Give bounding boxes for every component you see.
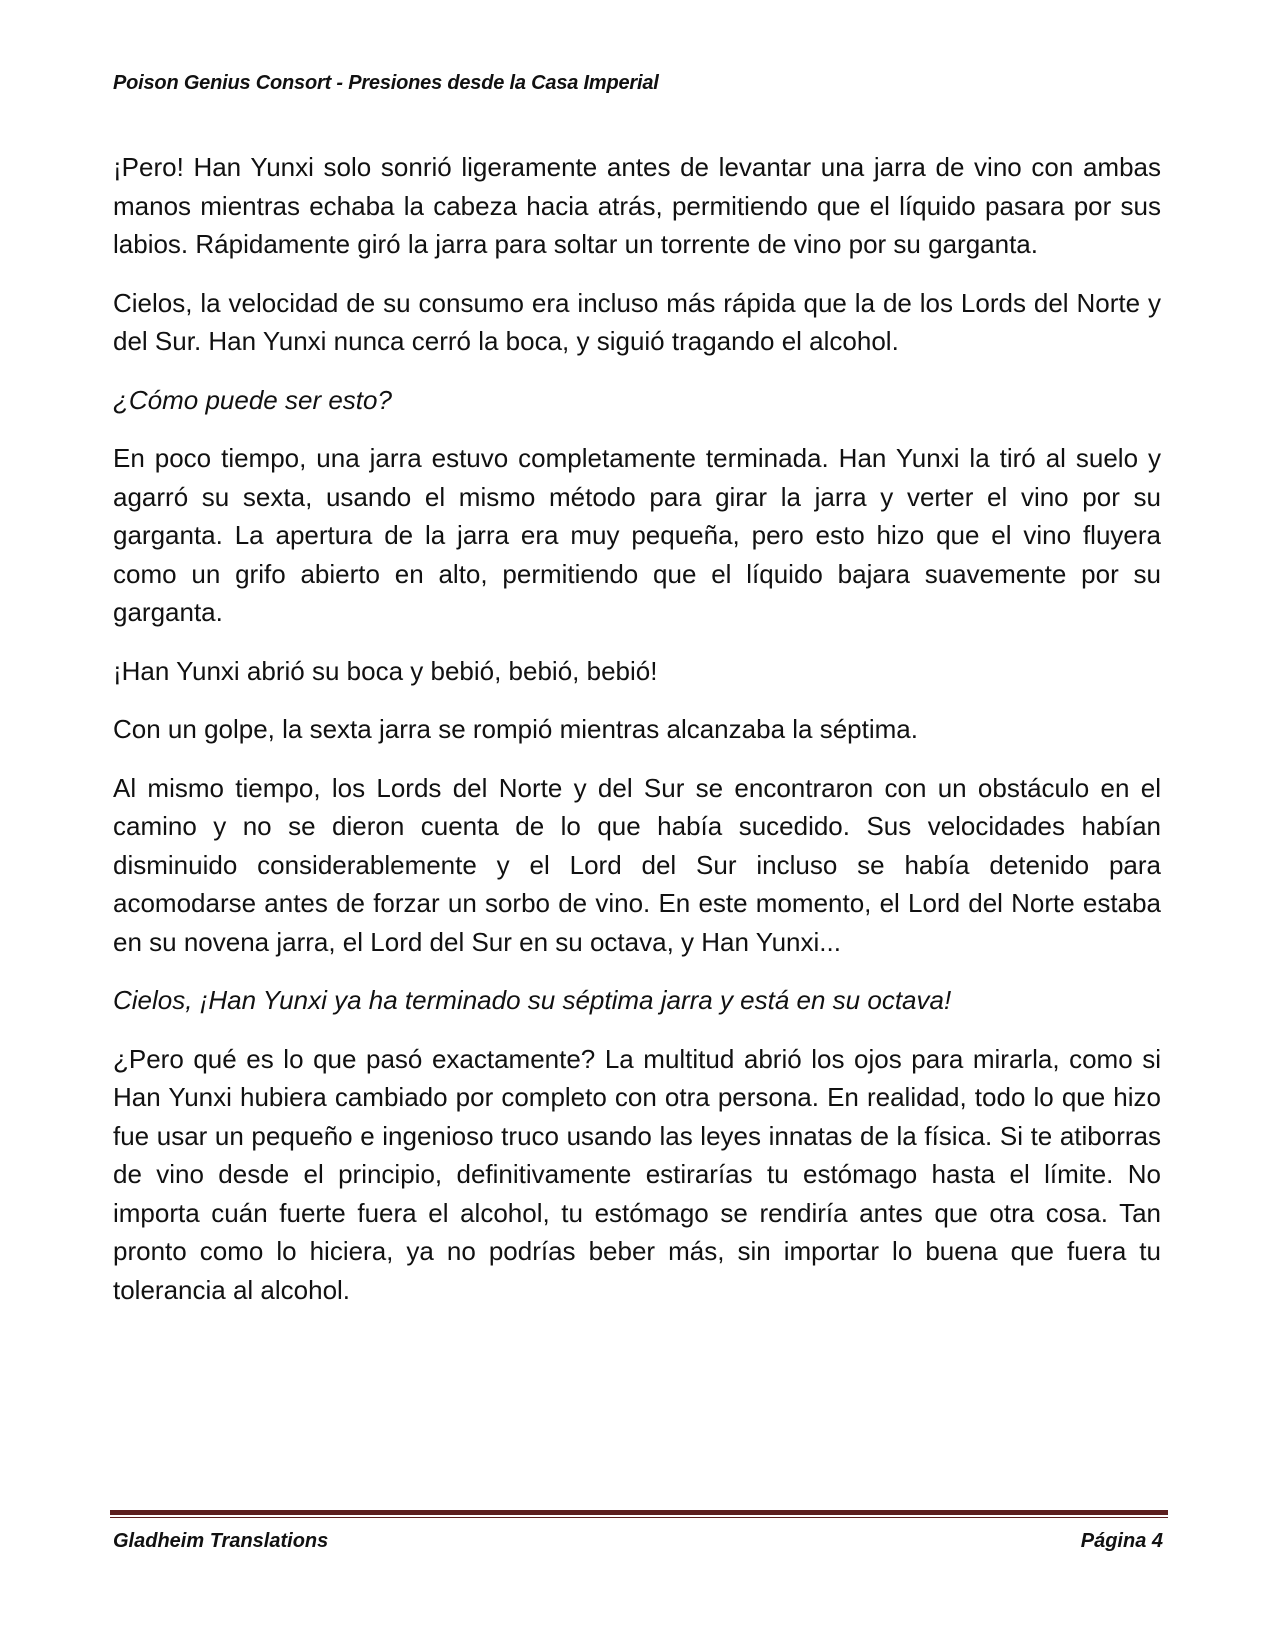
paragraph-5: ¡Han Yunxi abrió su boca y bebió, bebió, bebió!	[113, 655, 658, 686]
footer-page-number: Página 4	[1080, 1530, 1163, 1552]
footer-translator-credit: Gladheim Translations	[113, 1530, 329, 1552]
paragraph-2: Cielos, la velocidad de su consumo era incluso más rápida que la de los Lords del Norte y del Sur. Han Yunxi nunca cerró la boca, y siguió tragando el alcohol.	[113, 287, 1161, 356]
footer-divider	[110, 1510, 1168, 1518]
paragraph-7: Al mismo tiempo, los Lords del Norte y del Sur se encontraron con un obstáculo en el camino y no se dieron cuenta de lo que había sucedido. Sus velocidades habían disminuido considerablemente y el Lord del Sur incluso se había detenido para acomodarse antes de forzar un sorbo de vino. En este momento, el Lord del Norte estaba en su novena jarra, el Lord del Sur en su octava, y Han Yunxi...	[113, 772, 1161, 957]
page-header-title: Poison Genius Consort - Presiones desde la Casa Imperial	[113, 72, 659, 94]
footer-divider-thin-line	[110, 1517, 1168, 1518]
page-body	[113, 148, 1161, 1329]
paragraph-8-italic: Cielos, ¡Han Yunxi ya ha terminado su séptima jarra y está en su octava!	[113, 985, 952, 1015]
paragraph-4: En poco tiempo, una jarra estuvo completamente terminada. Han Yunxi la tiró al suelo y agarró su sexta, usando el mismo método para girar la jarra y verter el vino por su garganta. La apertura de la jarra era muy pequeña, pero esto hizo que el vino fluyera como un grifo abierto en alto, permitiendo que el líquido bajara suavemente por su garganta.	[113, 443, 1161, 627]
paragraph-9: ¿Pero qué es lo que pasó exactamente? La multitud abrió los ojos para mirarla, como si Han Yunxi hubiera cambiado por completo con otra persona. En realidad, todo lo que hizo fue usar un pequeño e ingenioso truco usando las leyes innatas de la física. Si te atiborras de vino desde el principio, definitivamente estirarías tu estómago hasta el límite. No importa cuán fuerte fuera el alcohol, tu estómago se rendiría antes que otra cosa. Tan pronto como lo hiciera, ya no podrías beber más, sin importar lo buena que fuera tu tolerancia al alcohol.	[113, 1043, 1161, 1305]
paragraph-3-italic: ¿Cómo puede ser esto?	[113, 384, 392, 415]
paragraph-1: ¡Pero! Han Yunxi solo sonrió ligeramente antes de levantar una jarra de vino con ambas manos mientras echaba la cabeza hacia atrás, permitiendo que el líquido pasara por sus labios. Rápidamente giró la jarra para soltar un torrente de vino por su garganta.	[113, 152, 1161, 259]
paragraph-6: Con un golpe, la sexta jarra se rompió mientras alcanzaba la séptima.	[113, 714, 918, 744]
